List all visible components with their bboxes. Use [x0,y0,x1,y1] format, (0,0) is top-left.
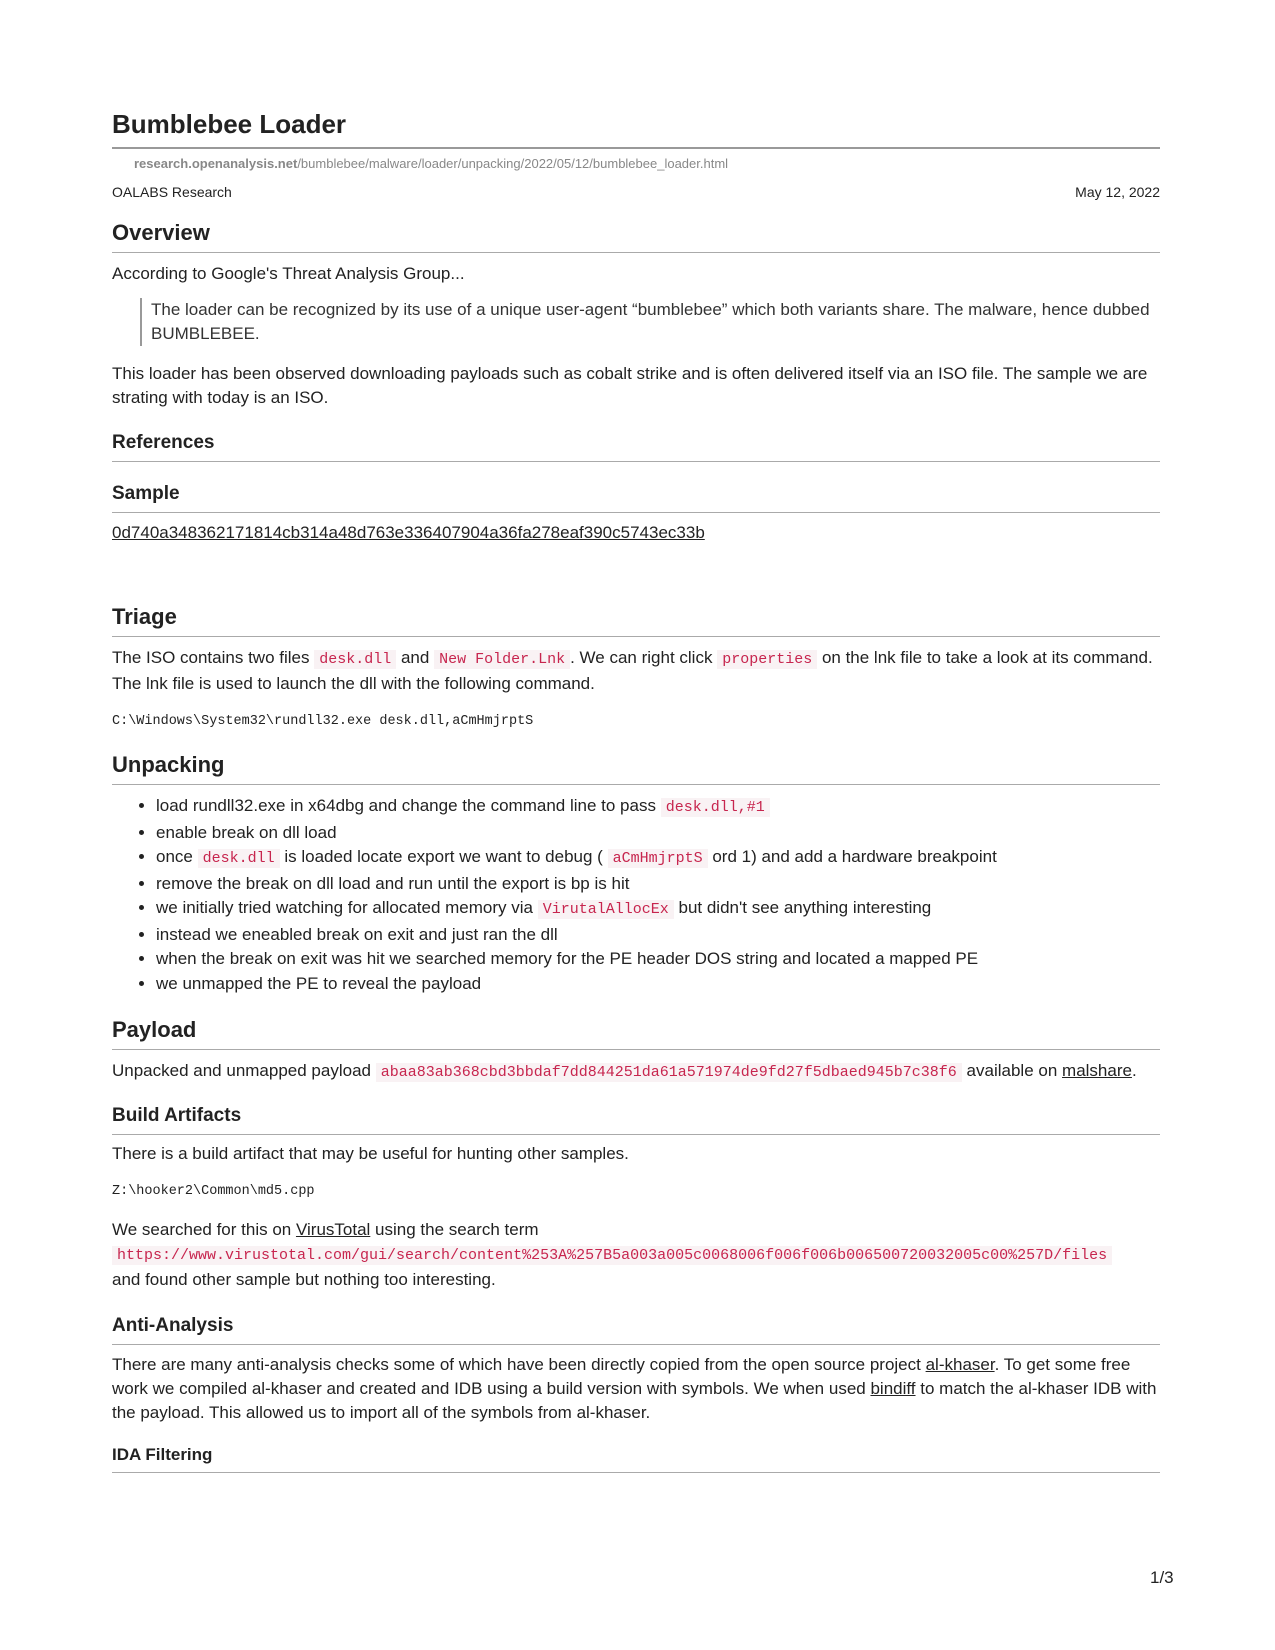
al-khaser-link[interactable]: al-khaser [925,1355,995,1374]
code-virtualallocex: VirutalAllocEx [538,900,674,919]
unpacking-heading: Unpacking [112,751,1160,785]
command-block: C:\Windows\System32\rundll32.exe desk.dll,aCmHmjrptS [112,714,534,729]
build-artifacts-heading: Build Artifacts [112,1103,1160,1135]
payload-hash: abaa83ab368cbd3bbdaf7dd844251da61a571974de9fd27f5dbaed945b7c38f6 [376,1063,962,1082]
step-text: but didn't see anything interesting [678,898,932,917]
url-path: /bumblebee/malware/loader/unpacking/2022/05/12/bumblebee_loader.html [297,156,729,171]
author: OALABS Research [112,184,232,200]
payload-text-3: . [1131,1061,1137,1080]
document-page [112,108,1160,1473]
anti-text-1: There are many anti-analysis checks some of which have been directly copied from the open source project [112,1355,921,1374]
list-item: • enable break on dll load [156,821,1160,846]
overview-intro: According to Google's Threat Analysis Group... [112,264,465,283]
list-item [156,845,1160,872]
page-number: 1/3 [1150,1568,1174,1587]
list-item [156,794,1160,821]
artifact-path: Z:\hooker2\Common\md5.cpp [112,1184,315,1199]
anti-text-2: . To get some free work we compiled al-khaser and created and IDB using a build version with symbols. We when used [112,1355,1131,1398]
code-new-folder-lnk: New Folder.Lnk [434,650,570,669]
list-item: • remove the break on dll load and run until the export is bp is hit [156,872,1160,897]
payload-text-1: Unpacked and unmapped payload [112,1061,371,1080]
sample-heading: Sample [112,481,1160,513]
build-text-1: We searched for this on [112,1220,292,1239]
virustotal-link[interactable]: VirusTotal [295,1220,371,1239]
step-text: ord 1) and add a hardware breakpoint [712,847,997,866]
code-properties: properties [717,650,817,669]
code-export-name: aCmHmjrptS [608,849,708,868]
triage-text-2: and [400,648,430,667]
triage-text-1: The ISO contains two files [112,648,310,667]
step-text: is loaded locate export we want to debug ( [284,847,603,866]
sample-hash-link[interactable]: 0d740a348362171814cb314a48d763e336407904a36fa278eaf390c5743ec33b [112,523,705,542]
triage-text-4: on the lnk file to take a look at its command. The lnk file is used to launch the dll with the following command. [112,648,1153,693]
build-body [112,1218,1160,1292]
build-text-2: using the search term [375,1220,539,1239]
code-desk-dll-1: desk.dll,#1 [661,798,770,817]
triage-text-3: . We can right click [570,648,713,667]
list-item: • instead we eneabled break on exit and just ran the dll [156,923,1160,948]
search-term: https://www.virustotal.com/gui/search/content%253A%257B5a003a005c0068006f006f006b006500720032005c00%257D/files [112,1246,1112,1265]
source-url [134,155,1160,173]
anti-text-3: to match the al-khaser IDB with the payload. This allowed us to import all of the symbols from al-khaser. [112,1379,1157,1422]
triage-heading: Triage [112,603,1160,637]
payload-text-2: available on [966,1061,1058,1080]
unpacking-steps [112,794,1160,996]
quote: The loader can be recognized by its use of a unique user-agent “bumblebee” which both variants share. The malware, hence dubbed BUMBLEBEE. [140,298,1160,346]
build-text-3: and found other sample but nothing too interesting. [112,1270,496,1289]
anti-analysis-body [112,1353,1160,1425]
list-item [156,896,1160,923]
build-intro: There is a build artifact that may be useful for hunting other samples. [112,1144,629,1163]
anti-analysis-heading: Anti-Analysis [112,1313,1160,1345]
bindiff-link[interactable]: bindiff [870,1379,916,1398]
overview-heading: Overview [112,219,1160,253]
publish-date: May 12, 2022 [1075,184,1160,200]
payload-body [112,1059,1160,1085]
url-host: research.openanalysis.net [134,156,298,171]
step-text: once [156,847,193,866]
step-text: load rundll32.exe in x64dbg and change the command line to pass [156,796,656,815]
overview-body: This loader has been observed downloading payloads such as cobalt strike and is often delivered itself via an ISO file. The sample we are strating with today is an ISO. [112,364,1148,407]
code-desk-dll: desk.dll [198,849,280,868]
references-heading: References [112,430,1160,462]
list-item: • when the break on exit was hit we searched memory for the PE header DOS string and located a mapped PE [156,947,1160,972]
step-text: we initially tried watching for allocated memory via [156,898,533,917]
triage-body [112,646,1160,696]
list-item: • we unmapped the PE to reveal the payload [156,972,1160,997]
page-title: Bumblebee Loader [112,108,1160,149]
byline [112,183,1160,201]
code-desk-dll: desk.dll [314,650,396,669]
malshare-link[interactable]: malshare [1062,1061,1132,1080]
ida-filtering-heading: IDA Filtering [112,1443,1160,1473]
payload-heading: Payload [112,1016,1160,1050]
